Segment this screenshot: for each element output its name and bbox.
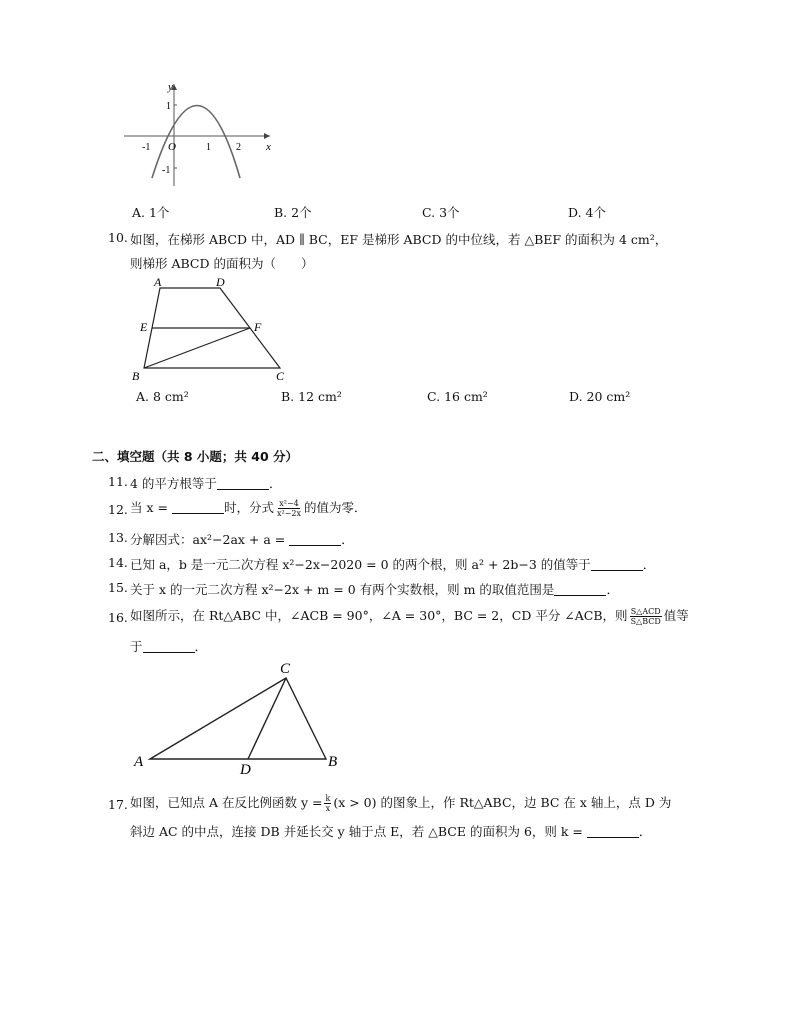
section2-title: 二、填空题（共 8 小题；共 40 分）	[92, 449, 299, 464]
q10-line2: 则梯形 ABCD 的面积为（ ）	[130, 256, 314, 271]
q17-number: 17.	[108, 797, 128, 812]
q10-option-d: D. 20 cm²	[569, 389, 631, 404]
q16-fraction	[630, 607, 662, 626]
label-c: C	[280, 661, 291, 677]
q17-line1-pre: 如图，已知点 A 在反比例函数 y =	[130, 795, 323, 810]
q9-option-a: A. 1个	[132, 205, 170, 220]
q13-blank	[289, 533, 341, 546]
q17-line1-post: (x > 0) 的图象上，作 Rt△ABC，边 BC 在 x 轴上，点 D 为	[333, 795, 672, 810]
q11-number: 11.	[108, 474, 128, 489]
label-e: E	[140, 320, 148, 334]
q17-frac-den: x	[325, 804, 331, 813]
triangle-figure	[130, 656, 350, 778]
q12-frac-den: x²−2x	[276, 509, 302, 518]
q10-line1: 如图，在梯形 ABCD 中，AD ∥ BC，EF 是梯形 ABCD 的中位线，若 △BEF 的面积为 4 cm²，	[130, 232, 668, 247]
q17-line2	[130, 822, 651, 840]
q16-line2-pre: 于	[130, 639, 143, 654]
q15-blank	[554, 583, 606, 596]
q9-option-c: C. 3个	[422, 205, 460, 220]
q16-line2	[130, 637, 207, 655]
tick-x-1: 1	[206, 142, 211, 153]
q17-blank	[587, 825, 639, 838]
q9-option-d: D. 4个	[568, 205, 606, 220]
q10-option-b: B. 12 cm²	[281, 389, 342, 404]
label-c: C	[276, 369, 285, 383]
q16-number: 16.	[108, 610, 128, 625]
q12-mid: 时，分式	[223, 500, 274, 515]
q12-fraction	[276, 499, 302, 518]
tick-y-neg1: -1	[162, 165, 171, 176]
q17-frac-num: k	[325, 794, 331, 803]
q10-option-a: A. 8 cm²	[136, 389, 189, 404]
q14-number: 14.	[108, 555, 128, 570]
q14-row	[130, 555, 655, 573]
x-axis-label: x	[266, 141, 271, 153]
q12-number: 12.	[108, 502, 128, 517]
q16-frac-den: S△BCD	[630, 617, 661, 626]
y-axis-label: y	[168, 81, 173, 93]
tick-y-1: 1	[166, 101, 171, 112]
q10-number: 10.	[108, 230, 128, 245]
q15-row	[130, 580, 619, 598]
q10-option-c: C. 16 cm²	[427, 389, 488, 404]
tick-x-2: 2	[236, 142, 241, 153]
q14-blank	[591, 558, 643, 571]
q9-option-b: B. 2个	[274, 205, 312, 220]
label-a: A	[154, 275, 162, 289]
triangle-abc	[150, 678, 326, 759]
q11-text: 4 的平方根等于	[130, 476, 217, 491]
q15-text: 关于 x 的一元二次方程 x²−2x + m = 0 有两个实数根，则 m 的取值范围是	[130, 582, 555, 597]
q12-post: 的值为零．	[304, 500, 367, 515]
trapezoid-figure	[130, 272, 300, 384]
q12-blank	[172, 501, 224, 514]
q13-number: 13.	[108, 530, 128, 545]
q12-row	[130, 498, 367, 518]
label-d: D	[216, 275, 225, 289]
q13-row	[130, 530, 354, 548]
q17-line2-text: 斜边 AC 的中点，连接 DB 并延长交 y 轴于点 E，若 △BCE 的面积为 6，则 k =	[130, 824, 583, 839]
label-f: F	[254, 320, 262, 334]
q14-end: ．	[642, 557, 656, 572]
q16-line2-end: ．	[194, 639, 208, 654]
label-d: D	[240, 762, 251, 778]
q13-end: ．	[341, 532, 354, 547]
q16-line1-pre: 如图所示，在 Rt△ABC 中，∠ACB = 90°，∠A = 30°，BC = 2，CD 平分 ∠ACB，则	[130, 608, 628, 623]
q12-frac-num: x²−4	[279, 499, 299, 508]
q11-end: ．	[268, 476, 282, 491]
q16-line1-post: 值等	[663, 608, 689, 623]
q17-end: ．	[638, 824, 652, 839]
q15-number: 15.	[108, 580, 128, 595]
segment-bf	[144, 328, 250, 368]
tick-x-neg1: -1	[142, 142, 151, 153]
q15-end: ．	[606, 582, 619, 597]
label-a: A	[134, 754, 144, 770]
q11-row	[130, 474, 281, 492]
q13-text: 分解因式：ax²−2ax + a =	[130, 532, 286, 547]
q14-text: 已知 a，b 是一元二次方程 x²−2x−2020 = 0 的两个根，则 a² + 2b−3 的值等于	[130, 557, 591, 572]
q17-fraction	[324, 794, 331, 813]
label-b: B	[132, 369, 140, 383]
parabola-graph	[118, 78, 278, 188]
q12-pre: 当 x =	[130, 500, 168, 515]
q11-blank	[217, 477, 269, 490]
origin-label: O	[168, 141, 176, 153]
bisector-cd	[248, 678, 286, 759]
label-b: B	[328, 754, 338, 770]
q17-line1	[130, 793, 671, 813]
q16-blank	[143, 640, 195, 653]
q16-frac-num: S△ACD	[630, 607, 661, 616]
q16-line1	[130, 606, 689, 626]
